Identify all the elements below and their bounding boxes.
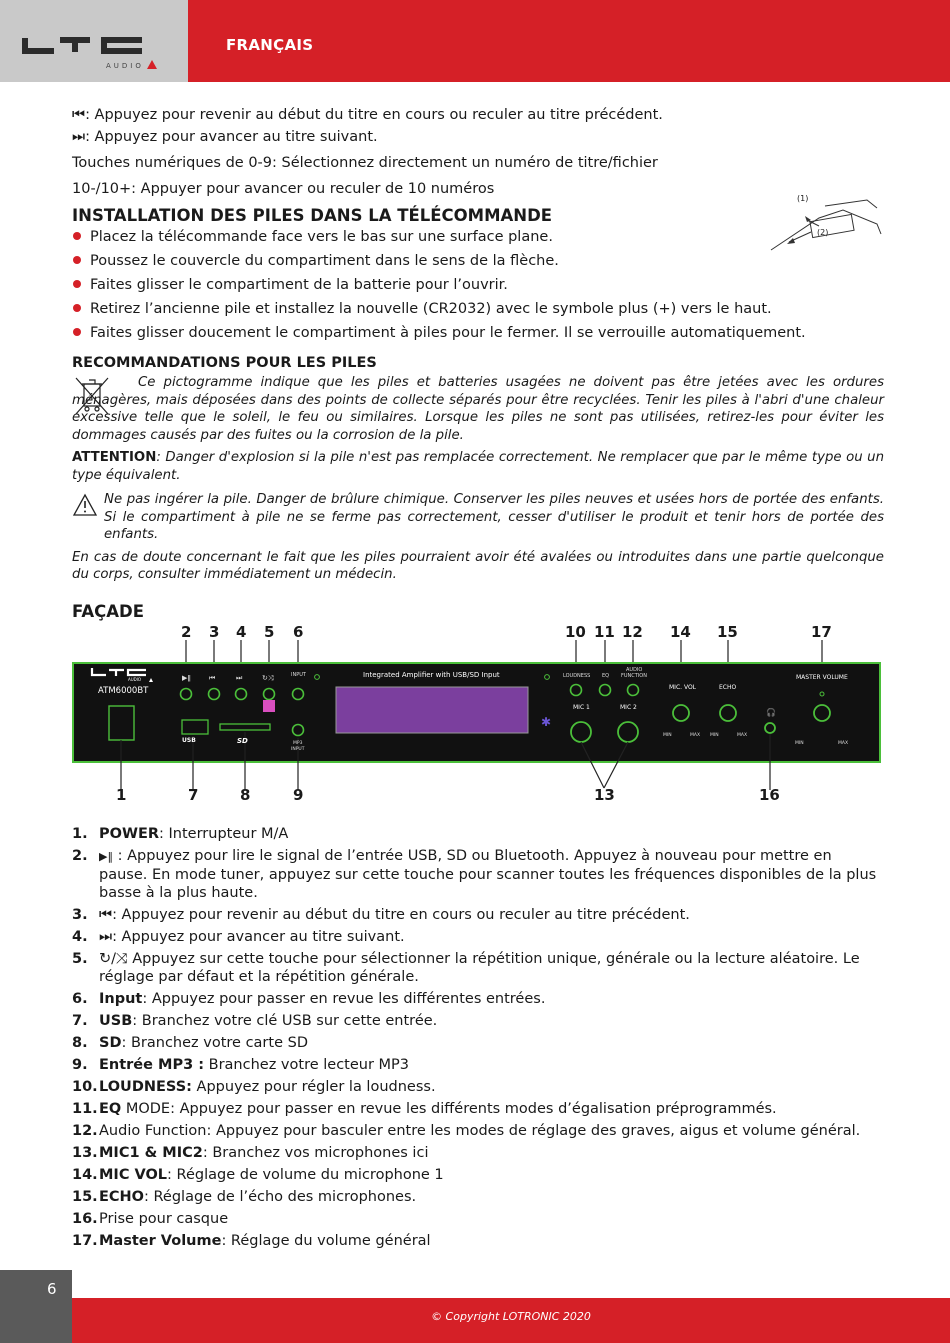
callout-6: 6 — [293, 623, 304, 641]
callout-16: 16 — [759, 786, 780, 804]
svg-text:↻⤨: ↻⤨ — [262, 674, 274, 682]
callout-10: 10 — [565, 623, 586, 641]
panel-sd-label: SD — [237, 737, 248, 745]
prev-track-icon: ⏮ — [72, 107, 86, 123]
svg-text:⏮: ⏮ — [209, 674, 216, 682]
battery-step: Faites glisser le compartiment de la batterie pour l’ouvrir. — [72, 273, 884, 297]
callout-13: 13 — [594, 786, 615, 804]
weee-text: Ce pictogramme indique que les piles et batteries usagées ne doivent pas être jetées avec les ordures ménagères, mais déposées dans des points de collecte séparés pour être recyclées. Tenir les piles à l'abri d'une chaleur excessive telle que le soleil, le feu ou similaires. Lorsque les piles ne sont pas utilisées, retirez-les pour éviter les dommages causés par des fuites ou la corrosion de la pile. — [72, 375, 884, 443]
attention-paragraph — [72, 449, 884, 484]
panel-max-label: MAX — [838, 741, 849, 746]
battery-install-section — [72, 194, 884, 345]
list-item: 5. ↻/⤨ Appuyez sur cette touche pour sélectionner la répétition unique, générale ou la lecture aléatoire. Le réglage par défaut et la répétition générale. — [72, 951, 860, 985]
facade-title: FAÇADE — [72, 601, 144, 621]
callout-2: 2 — [181, 623, 192, 641]
warning-block — [72, 491, 884, 544]
doubt-text: En cas de doute concernant le fait que les piles pourraient avoir été avalées ou introduites dans une partie quelconque du corps, consulter immédiatement un médecin. — [72, 549, 884, 582]
next-track-icon: ⏭ — [99, 929, 113, 945]
list-item: 15. ECHO: Réglage de l’écho des microphones. — [72, 1189, 417, 1205]
panel-brand: AUDIO — [128, 677, 142, 682]
next-track-line: ⏭: Appuyez pour avancer au titre suivant. — [72, 129, 378, 145]
ltc-logo — [0, 0, 188, 82]
list-item: 1. POWER: Interrupteur M/A — [72, 826, 289, 842]
panel-mastervolume-label: MASTER VOLUME — [796, 674, 848, 681]
panel-input-label: INPUT — [291, 672, 306, 678]
page-content — [72, 104, 884, 621]
panel-micvol-label: MIC. VOL — [669, 684, 697, 691]
prev-track-line: ⏮: Appuyez pour revenir au début du titre en cours ou reculer au titre précédent. — [72, 107, 663, 123]
warning-triangle-icon — [72, 493, 98, 517]
callout-4: 4 — [236, 623, 247, 641]
battery-step: Faites glisser doucement le compartiment à piles pour le fermer. Il se verrouille automatiquement. — [72, 321, 884, 345]
header-language: FRANÇAIS — [226, 36, 314, 54]
panel-min-label: MIN — [795, 741, 804, 746]
repeat-shuffle-icon: ↻/⤨ — [99, 951, 128, 967]
logo-audio-text: AUDIO — [106, 62, 144, 70]
recommendations-title: RECOMMANDATIONS POUR LES PILES — [72, 355, 377, 371]
page-number-box — [0, 1270, 72, 1343]
svg-text:▶ǁ: ▶ǁ — [182, 674, 191, 682]
battery-install-title: INSTALLATION DES PILES DANS LA TÉLÉCOMMANDE — [72, 206, 553, 225]
weee-block — [72, 374, 884, 444]
panel-function-label: FUNCTION — [621, 673, 647, 679]
footer-bar — [72, 1298, 950, 1343]
panel-max-label: MAX — [690, 733, 701, 738]
page-number: 6 — [47, 1280, 57, 1298]
attention-text: : Danger d'explosion si la pile n'est pas remplacée correctement. Ne remplacer que par le même type ou un type équivalent. — [72, 450, 884, 483]
warning-text: Ne pas ingérer la pile. Danger de brûlure chimique. Conserver les piles neuves et usées hors de portée des enfants. Si le compartiment à pile ne se ferme pas correctement, cesser d'utiliser le produit et tenir hors de portée des enfants. — [104, 492, 884, 542]
callout-14: 14 — [670, 623, 691, 641]
callout-1: 1 — [116, 786, 127, 804]
panel-mp3-input-label: INPUT — [291, 747, 305, 752]
callout-11: 11 — [594, 623, 615, 641]
panel-mic2-label: MIC 2 — [620, 704, 637, 711]
panel-usb-label: USB — [182, 737, 196, 744]
list-item: 13. MIC1 & MIC2: Branchez vos microphones ici — [72, 1145, 429, 1161]
recommendations-section — [72, 355, 884, 584]
callout-12: 12 — [622, 623, 643, 641]
header-logo-area — [0, 0, 188, 82]
list-item: 10. LOUDNESS: Appuyez pour régler la loudness. — [72, 1079, 436, 1095]
panel-mic1-label: MIC 1 — [573, 704, 590, 711]
list-item: 9. Entrée MP3 : Branchez votre lecteur MP3 — [72, 1057, 410, 1073]
figure-label-1: (1) — [797, 194, 809, 203]
callout-3: 3 — [209, 623, 220, 641]
figure-label-2: (2) — [817, 228, 829, 237]
facade-svg — [72, 620, 882, 810]
panel-mp3-label: MP3 — [293, 741, 303, 746]
weee-bin-icon — [72, 374, 112, 416]
prev-track-icon: ⏮ — [99, 907, 113, 923]
list-item: 16. Prise pour casque — [72, 1211, 229, 1227]
panel-min-label: MIN — [710, 733, 719, 738]
battery-step: Placez la télécommande face vers le bas sur une surface plane. — [72, 225, 884, 249]
battery-step: Retirez l’ancienne pile et installez la nouvelle (CR2032) avec le symbole plus (+) vers le haut. — [72, 297, 884, 321]
callout-15: 15 — [717, 623, 738, 641]
panel-model: ATM6000BT — [98, 686, 149, 696]
panel-audio-label: AUDIO — [626, 667, 643, 673]
list-item: 2. ▶‖ : Appuyez pour lire le signal de l’entrée USB, SD ou Bluetooth. Appuyez à nouveau pour mettre en pause. En mode tuner, appuyez sur cette touche pour scanner toutes les fréquences disponibles de la plus basse à la plus haute. — [72, 848, 877, 901]
play-pause-icon: ▶‖ — [99, 850, 113, 863]
list-item: 17. Master Volume: Réglage du volume général — [72, 1233, 431, 1249]
ten-skip-line: 10-/10+: Appuyer pour avancer ou reculer de 10 numéros — [72, 181, 495, 197]
numeric-keys-line: Touches numériques de 0-9: Sélectionnez directement un numéro de titre/fichier — [72, 155, 658, 171]
panel-display-title: Integrated Amplifier with USB/SD Input — [363, 671, 500, 679]
next-track-icon: ⏭ — [72, 129, 86, 145]
feature-list — [72, 825, 884, 1254]
battery-step: Poussez le couvercle du compartiment dans le sens de la flèche. — [72, 249, 884, 273]
panel-max-label: MAX — [737, 733, 748, 738]
remote-battery-figure — [767, 194, 883, 256]
panel-min-label: MIN — [663, 733, 672, 738]
list-item: 11. EQ MODE: Appuyez pour passer en revue les différents modes d’égalisation préprogrammés. — [72, 1101, 777, 1117]
facade-diagram — [72, 620, 882, 810]
panel-echo-label: ECHO — [719, 684, 737, 691]
callout-9: 9 — [293, 786, 304, 804]
svg-text:✱: ✱ — [541, 715, 552, 729]
panel-eq-label: EQ — [602, 673, 610, 679]
list-item: 7. USB: Branchez votre clé USB sur cette entrée. — [72, 1013, 438, 1029]
list-item: 3. ⏮: Appuyez pour revenir au début du titre en cours ou reculer au titre précédent. — [72, 907, 690, 923]
svg-text:⏭: ⏭ — [236, 674, 243, 682]
callout-5: 5 — [264, 623, 275, 641]
list-item: 6. Input: Appuyez pour passer en revue les différentes entrées. — [72, 991, 546, 1007]
callout-7: 7 — [188, 786, 199, 804]
list-item: 14. MIC VOL: Réglage de volume du microphone 1 — [72, 1167, 444, 1183]
svg-text:🎧: 🎧 — [766, 708, 776, 717]
list-item: 12. Audio Function: Appuyez pour basculer entre les modes de réglage des graves, aigus et volume général. — [72, 1123, 861, 1139]
callout-17: 17 — [811, 623, 832, 641]
footer-copyright: © Copyright LOTRONIC 2020 — [431, 1310, 591, 1323]
callout-8: 8 — [240, 786, 251, 804]
panel-loudness-label: LOUDNESS — [563, 673, 591, 679]
list-item: 8. SD: Branchez votre carte SD — [72, 1035, 308, 1051]
attention-label: ATTENTION — [72, 450, 157, 465]
list-item: 4. ⏭: Appuyez pour avancer au titre suivant. — [72, 929, 405, 945]
